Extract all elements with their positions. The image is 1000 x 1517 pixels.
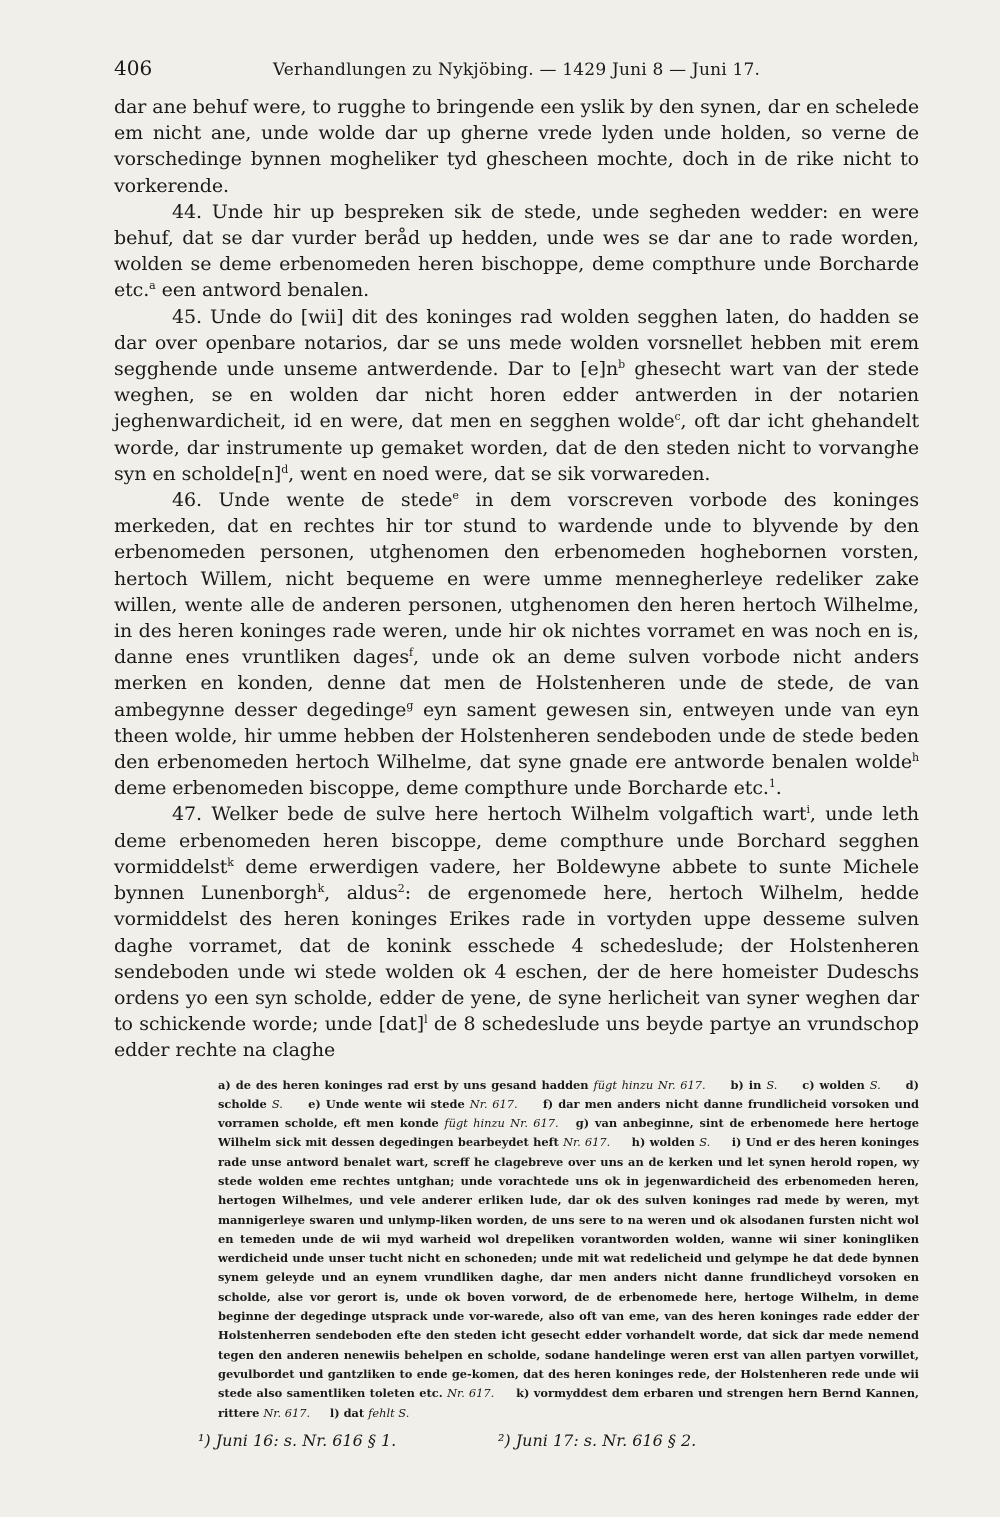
page-number: 406 — [114, 56, 153, 80]
footnotes — [114, 1431, 919, 1450]
document-page — [114, 56, 919, 1450]
running-title: Verhandlungen zu Nykjöbing. — 1429 Juni 8 — Juni 17. — [272, 60, 761, 80]
footnote-1: ¹) Juni 16: s. Nr. 616 § 1. — [198, 1430, 397, 1450]
critical-apparatus: a) de des heren koninges rad erst by uns gesand hadden fügt hinzu Nr. 617. b) in S. c) wolden S. d) scholde S. e) Unde wente wii stede Nr. 617. f) dar men anders nicht danne frundlicheid vorsoken und vorramen scholde, eft men konde fügt hinzu Nr. 617. g) van anbeginne, sint de erbenomede here hertoge Wilhelm sick mit dessen degedingen bearbeydet heft Nr. 617. h) wolden S. i) Und er des heren koninges rade unse antword benalet wart, screff he clagebreve over uns an de kerken und let synen herold ropen, wy stede wolden eme rechtes untghan; unde vorachtede uns ok in jegenwardicheid des erbenomeden heren, hertogen Wilhelmes, und vele anderer erliken lude, dar ok des sulven koninges rad mede by weren, myt mannigerleye swaren und unlymp-liken worden, de uns sere to na weren und ok alsodanen fursten nicht wol en temeden unde de wii myd warheid wol drepeliken vorantworden wolden, wanne wii siner koningliken werdicheid unde unser tucht nicht en schoneden; unde mit wat redelicheid und gelympe he dat dede bynnen synem geleyde und an eynem vrundliken daghe, dar men anders nicht danne frundlicheyd vorsoken en scholde, alse vor gerort is, unde ok boven vorword, de de erbenomede here, hertoge Wilhelm, in deme beginne der degedinge utsprack unde vor-warede, also oft van eme, van des heren koninges rade edder der Holstenherren sendeboden efte den steden icht gesecht edder vorhandelt worde, dat sick dar mede nemend tegen den anderen nenewiis behelpen en scholde, sodane handelinge weren erst van allen partyen vorwillet, gevulbordet und gantzliken to ende ge-komen, dat des heren koninges rede, der Holstenheren rede unde wii stede also samentliken toleten etc. Nr. 617. k) vormyddest dem erbaren und strengen hern Bernd Kannen, rittere Nr. 617. l) dat fehlt S. — [218, 1077, 920, 1420]
main-text: dar ane behuf were, to rugghe to bringende een yslik by den synen, dar en schelede em nicht ane, unde wolde dar up gherne vrede lyden unde holden, so verne de vorschedinge bynnen mogheliker tyd ghescheen mochte, doch in de rike nicht to vorkerende. 44. Unde hir up bespreken sik de stede, unde segheden wedder: en were behuf, dat se dar vurder beråd up hedden, unde wes se dar ane to rade worden, wolden se deme erbenomeden heren bischoppe, deme compthure unde Borcharde etc.$^a$ een antword benalen. 45. Unde do [wii] dit des koninges rad wolden segghen laten, do hadden se dar over openbare notarios, dar se uns mede wolden vorsnellet hebben mit erem segghende unde unseme antwerdende. Dar to $[e]n^b$ ghesecht wart van der stede weghen, se en wolden dar nicht horen edder antwerden in der notarien jeghenwardicheit, id en were, dat men en segghen wolde$^c$, oft dar icht ghehandelt worde, dar instrumente up gemaket worden, dat de den steden nicht to vorvanghe syn en $scholde[n]^d$, went en noed were, dat se sik vorwareden. 46. Unde wente de stede$^e$ in dem vorscreven vorbode des koninges merkeden, dat en rechtes hir tor stund to wardende unde to blyvende by den erbenomeden personen, utghenomen den erbenomeden hoghebornen vorsten, hertoch Willem, nicht bequeme en were umme mennegherleye redeliker zake willen, wente alle de anderen personen, utghenomen den heren hertoch Wilhelme, in des heren koninges rade weren, unde hir ok nichtes vorramet en was noch en is, danne enes vruntliken dages$^f$, unde ok an deme sulven vorbode nicht anders merken en konden, denne dat men de Holstenheren unde de stede, de van ambegynne desser degedinge$^g$ eyn sament gewesen sin, entweyen unde van eyn theen wolde, hir umme hebben der Holstenheren sendeboden unde de stede beden den erbenomeden hertoch Wilhelme, dat syne gnade ere antworde benalen wolde$^h$ deme erbenomeden biscoppe, deme compthure unde Borcharde etc.$^1$. 47. Welker bede de sulve here hertoch Wilhelm volgaftich wart$^i$, unde leth deme erbenomeden heren biscoppe, deme compthure unde Borchard segghen vormiddelst$^k$ deme erwerdigen vadere, her Boldewyne abbete to sunte Michele bynnen Lunenborgh$^k$, aldus$^2$: de ergenomede here, hertoch Wilhelm, hedde vormiddelst des heren koninges Erikes rade in vortyden uppe desseme sulven daghe vorramet, dat de konink esschede 4 schedeslude; der Holstenheren sendeboden unde wi stede wolden ok 4 eschen, der de here homeister Dudeschs ordens yo een syn scholde, edder de yene, de syne herlicheit van syner weghen dar to schickende worde; unde [dat]$^l$ de 8 schedeslude uns beyde partye an vrundschop edder rechte na claghe — [114, 96, 920, 1062]
page-header — [114, 56, 919, 94]
footnote-2: ²) Juni 17: s. Nr. 616 § 2. — [498, 1430, 697, 1450]
